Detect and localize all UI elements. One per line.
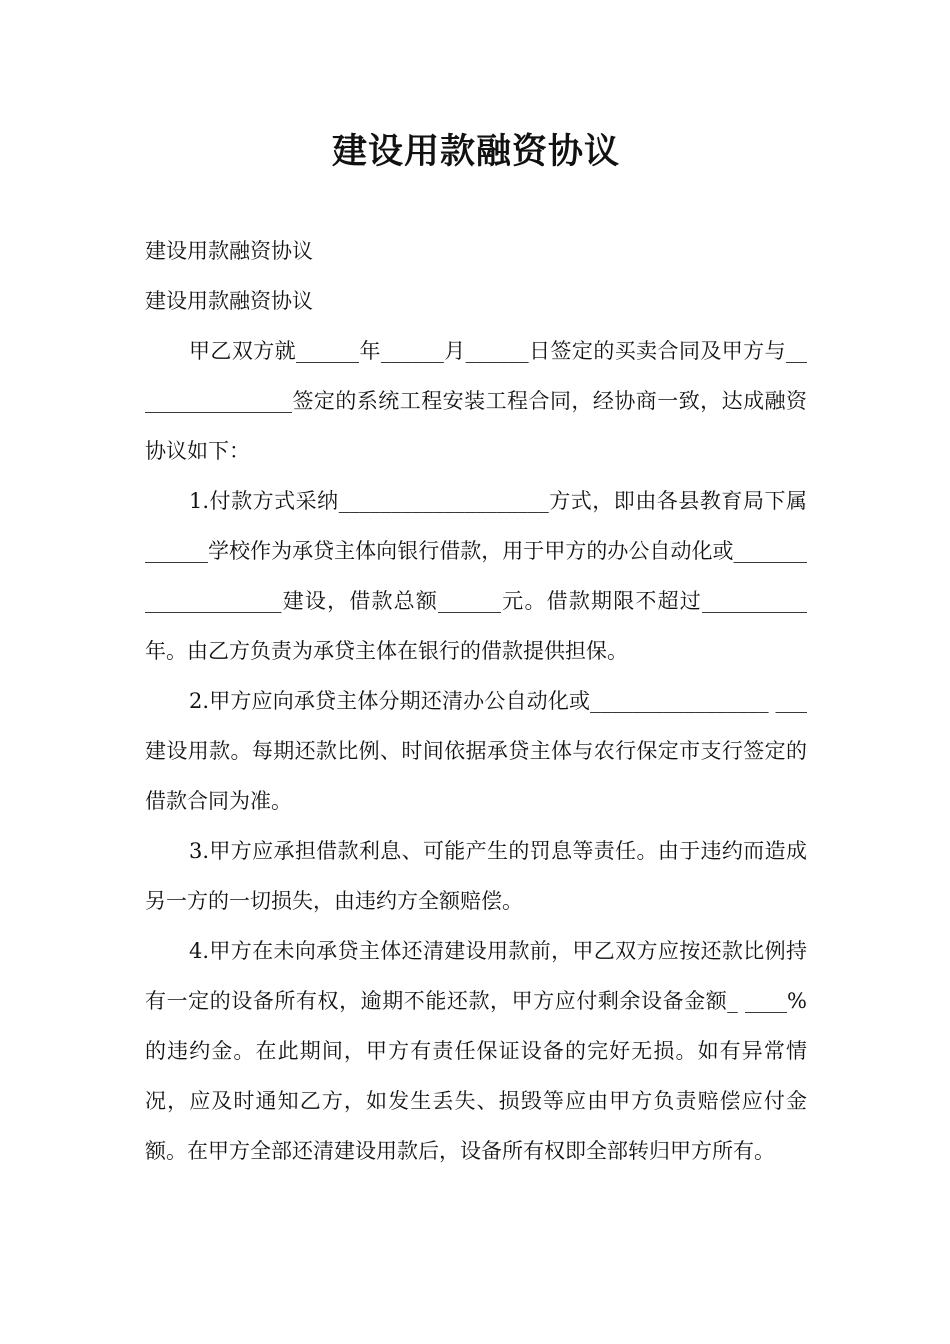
subtitle-line-2: 建设用款融资协议 [145,289,313,313]
paragraph-clause-3: 3.甲方应承担借款利息、可能产生的罚息等责任。由于违约而造成另一方的一切损失，由违约方全额赔偿。 [145,839,807,913]
document-title: 建设用款融资协议 [331,131,620,172]
subtitle-line-1: 建设用款融资协议 [145,239,313,263]
paragraph-intro: 甲乙双方就______年______月______日签定的买卖合同及甲方与________________签定的系统工程安装工程合同，经协商一致，达成融资协议如下： [145,339,807,463]
paragraph-clause-2: 2.甲方应向承贷主体分期还清办公自动化或_________________ ___建设用款。每期还款比例、时间依据承贷主体与农行保定市支行签定的借款合同为准。 [145,689,807,813]
paragraph-clause-4: 4.甲方在未向承贷主体还清建设用款前，甲乙双方应按还款比例持有一定的设备所有权，逾期不能还款，甲方应付剩余设备金额_ ____%的违约金。在此期间，甲方有责任保证设备的完好无损。如有异常情况，应及时通知乙方，如发生丢失、损毁等应由甲方负责赔偿应付金额。在甲方全部还清建设用款后，设备所有权即全部转归甲方所有。 [145,939,807,1163]
document-body [145,226,807,1176]
document-page [145,0,807,1344]
paragraph-clause-1: 1.付款方式采纳____________________方式，即由各县教育局下属______学校作为承贷主体向银行借款，用于甲方的办公自动化或____________________建设，借款总额______元。借款期限不超过__________年。由乙方负责为承贷主体在银行的借款提供担保。 [145,489,807,663]
